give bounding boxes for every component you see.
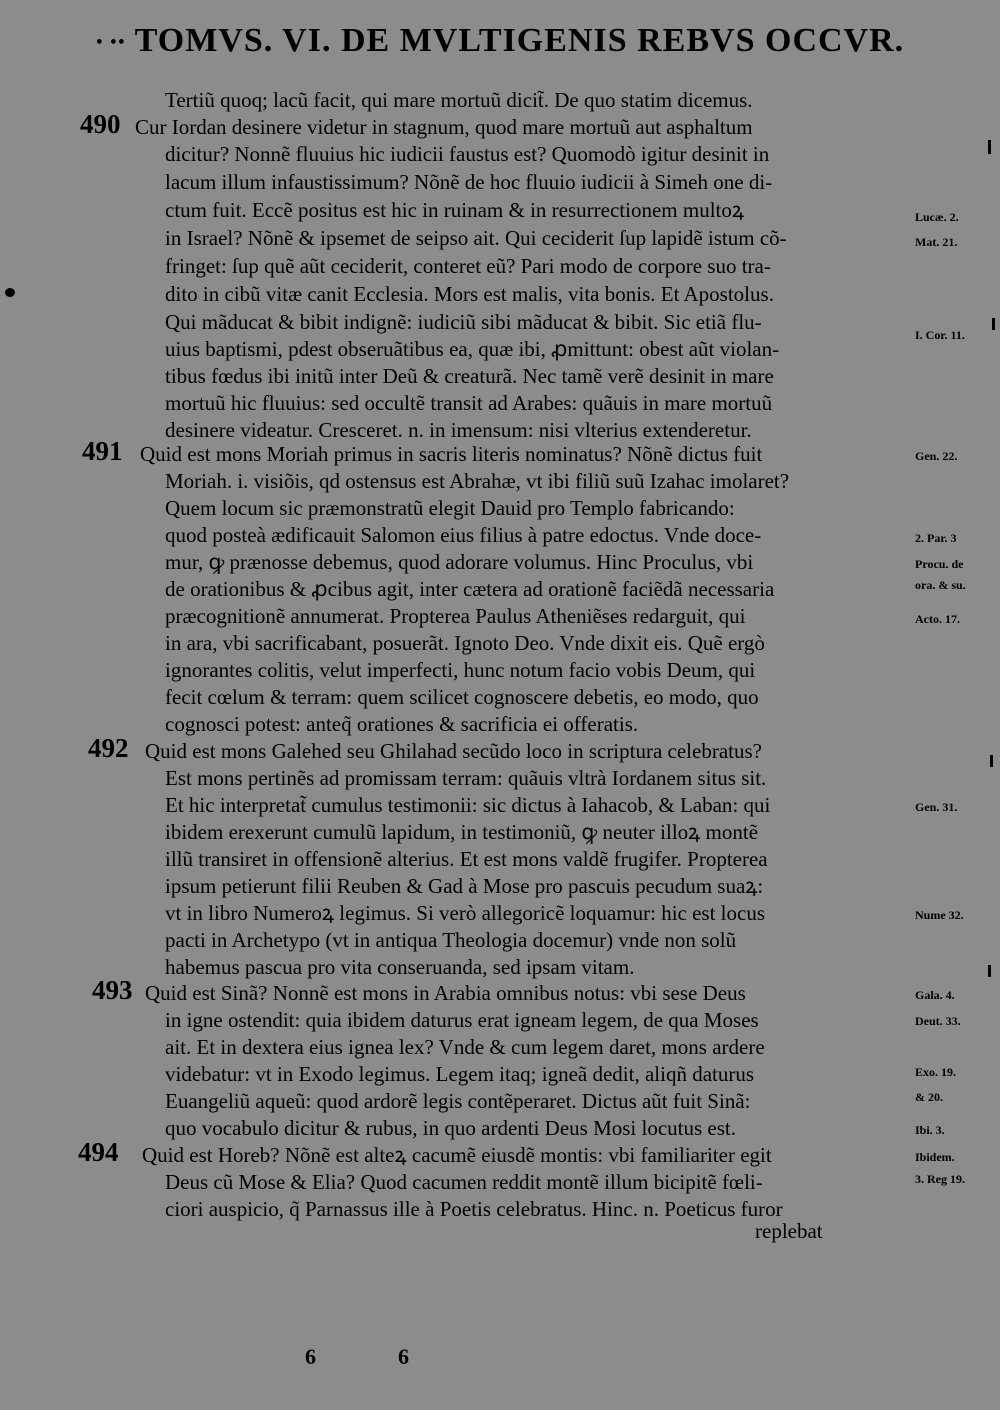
ink-speck (988, 140, 991, 154)
text-line: dito in cibũ vitæ canit Ecclesia. Mors est malis, vita bonis. Et Apostolus. (165, 282, 774, 306)
text-line: dicitur? Nonnẽ fluuius hic iudicii faustus est? Quomodò igitur desinit in (165, 142, 770, 166)
text-line: Tertiũ quoq; lacũ facit, qui mare mortuũ dicit̃. De quo statim dicemus. (165, 88, 753, 112)
text-line: in igne ostendit: quia ibidem daturus erat igneam legem, de qua Moses (165, 1008, 759, 1032)
text-line: mur, ꝙ prænosse debemus, quod adorare volumus. Hinc Proculus, vbi (165, 550, 754, 574)
signature-mark: 6 (305, 1344, 316, 1369)
text-line: ignorantes colitis, velut imperfecti, hunc notum facio vobis Deum, qui (165, 658, 756, 682)
text-line: Euangeliũ aqueũ: quod ardorẽ legis contẽperaret. Dictus aũt fuit Sinã: (165, 1089, 751, 1113)
margin-note: Ibi. 3. (915, 1123, 945, 1137)
text-line: ctum fuit. Eccẽ positus est hic in ruinam & in resurrectionem multoꝝ (165, 198, 745, 222)
text-line: Quid est Horeb? Nõnẽ est alteꝝ cacumẽ eiusdẽ montis: vbi familiariter egit (142, 1143, 772, 1167)
text-line: Qui mãducat & bibit indignẽ: iudiciũ sibi mãducat & bibit. Sic etiã flu- (165, 310, 762, 334)
ink-speck (990, 755, 993, 767)
margin-note: Gen. 22. (915, 449, 958, 463)
text-line: pacti in Archetypo (vt in antiqua Theologia docemur) vnde non solũ (165, 928, 737, 952)
text-line: mortuũ hic fluuius: sed occultẽ transit ad Arabes: quãuis in mare mortuũ (165, 391, 773, 415)
text-line: ciori auspicio, q̃ Parnassus ille à Poetis celebratus. Hinc. n. Poeticus furor (165, 1197, 783, 1221)
text-line: lacum illum infaustissimum? Nõnẽ de hoc fluuio iudicii à Simeh one di- (165, 170, 773, 194)
margin-note: Lucæ. 2. (915, 210, 959, 224)
text-line: vt in libro Numeroꝝ legimus. Si verò allegoricẽ loquamur: hic est locus (165, 901, 766, 925)
question-number: 490 (80, 109, 121, 139)
text-line: tibus fœdus ibi initũ inter Deũ & creaturã. Nec tamẽ verẽ desinit in mare (165, 364, 774, 388)
text-line: ipsum petierunt filii Reuben & Gad à Mose pro pascuis pecudum suaꝝ: (165, 874, 764, 898)
text-line: cognosci potest: anteq̃ orationes & sacrificia ei offeratis. (165, 712, 639, 736)
text-line: quod posteà ædificauit Salomon eius filius à patre edoctus. Vnde doce- (165, 523, 762, 547)
text-line: fecit cœlum & terram: quem scilicet cognoscere debetis, eo modo, quo (165, 685, 759, 709)
text-line: Quid est mons Moriah primus in sacris literis nominatus? Nõnẽ dictus fuit (140, 442, 763, 466)
running-header (0, 22, 1000, 60)
text-line: præcognitionẽ annumerat. Propterea Paulus Atheniẽses redarguit, qui (165, 604, 746, 628)
text-line: videbatur: vt in Exodo legimus. Legem itaq; igneã dedit, aliqñ daturus (165, 1062, 755, 1086)
text-line: habemus pascua pro vita conseruanda, sed ipsam vitam. (165, 955, 635, 979)
text-line: de orationibus & ꝓcibus agit, inter cætera ad orationẽ faciẽdã necessaria (165, 577, 775, 601)
catchword: replebat (755, 1219, 823, 1243)
question-number: 493 (92, 975, 133, 1005)
text-line: Quid est Sinã? Nonnẽ est mons in Arabia omnibus notus: vbi sese Deus (145, 981, 746, 1005)
question-number: 492 (88, 733, 129, 763)
text-line: illũ transiret in offensionẽ alterius. Et est mons valdẽ frugifer. Propterea (165, 847, 768, 871)
margin-note: & 20. (915, 1090, 943, 1104)
text-line: Cur Iordan desinere videtur in stagnum, quod mare mortuũ aut asphaltum (135, 115, 753, 139)
margin-note: 3. Reg 19. (915, 1172, 965, 1186)
margin-note: 2. Par. 3 (915, 531, 957, 545)
running-title: TOMVS. VI. DE MVLTIGENIS REBVS OCCVR. (134, 22, 905, 59)
margin-note: Procu. de (915, 557, 964, 571)
question-number: 491 (82, 436, 123, 466)
signature-mark: 6 (398, 1344, 409, 1369)
text-line: Moriah. i. visiõis, qd ostensus est Abrahæ, vt ibi filiũ suũ Izahac imolaret? (165, 469, 790, 493)
header-prefix: • •• (95, 31, 126, 54)
text-line: Et hic interpretat̃ cumulus testimonii: sic dictus à Iahacob, & Laban: qui (165, 793, 771, 817)
text-line: Deus cũ Mose & Elia? Quod cacumen reddit montẽ illum bicipitẽ fœli- (165, 1170, 763, 1194)
text-line: ait. Et in dextera eius ignea lex? Vnde & cum legem daret, mons ardere (165, 1035, 765, 1059)
margin-note: I. Cor. 11. (915, 328, 965, 342)
text-line: ibidem erexerunt cumulũ lapidum, in testimoniũ, ꝙ neuter illoꝝ montẽ (165, 820, 759, 844)
text-line: Quid est mons Galehed seu Ghilahad secũdo loco in scriptura celebratus? (145, 739, 762, 763)
text-line: in ara, vbi sacrificabant, posuerãt. Ignoto Deo. Vnde dixit eis. Quẽ ergò (165, 631, 765, 655)
ink-speck (988, 965, 991, 977)
ink-speck (992, 318, 995, 330)
text-line: Est mons pertinẽs ad promissam terram: quãuis vltrà Iordanem situs sit. (165, 766, 767, 790)
question-number: 494 (78, 1137, 119, 1167)
margin-note: Ibidem. (915, 1150, 955, 1164)
margin-note: ora. & su. (915, 578, 966, 592)
margin-note: Exo. 19. (915, 1065, 957, 1079)
margin-note: Gen. 31. (915, 800, 958, 814)
margin-note: Acto. 17. (915, 612, 960, 626)
text-line: uius baptismi, pdest obseruãtibus ea, quæ ibi, ꝓmittunt: obest aũt violan- (165, 337, 780, 361)
margin-note: Mat. 21. (915, 235, 958, 249)
margin-note: Deut. 33. (915, 1014, 961, 1028)
text-line: fringet: ſup quẽ aũt ceciderit, conteret eũ? Pari modo de corpore suo tra- (165, 254, 771, 278)
margin-note: Gala. 4. (915, 988, 955, 1002)
ink-speck (5, 288, 15, 297)
text-line: Quem locum sic præmonstratũ elegit Dauid pro Templo fabricando: (165, 496, 735, 520)
text-line: desinere videatur. Cresceret. n. in imensum: nisi vlterius extenderetur. (165, 418, 752, 442)
margin-note: Nume 32. (915, 908, 964, 922)
text-line: in Israel? Nõnẽ & ipsemet de seipso ait. Qui ceciderit ſup lapidẽ istum cõ- (165, 226, 787, 250)
text-line: quo vocabulo dicitur & rubus, in quo ardenti Deus Mosi locutus est. (165, 1116, 737, 1140)
